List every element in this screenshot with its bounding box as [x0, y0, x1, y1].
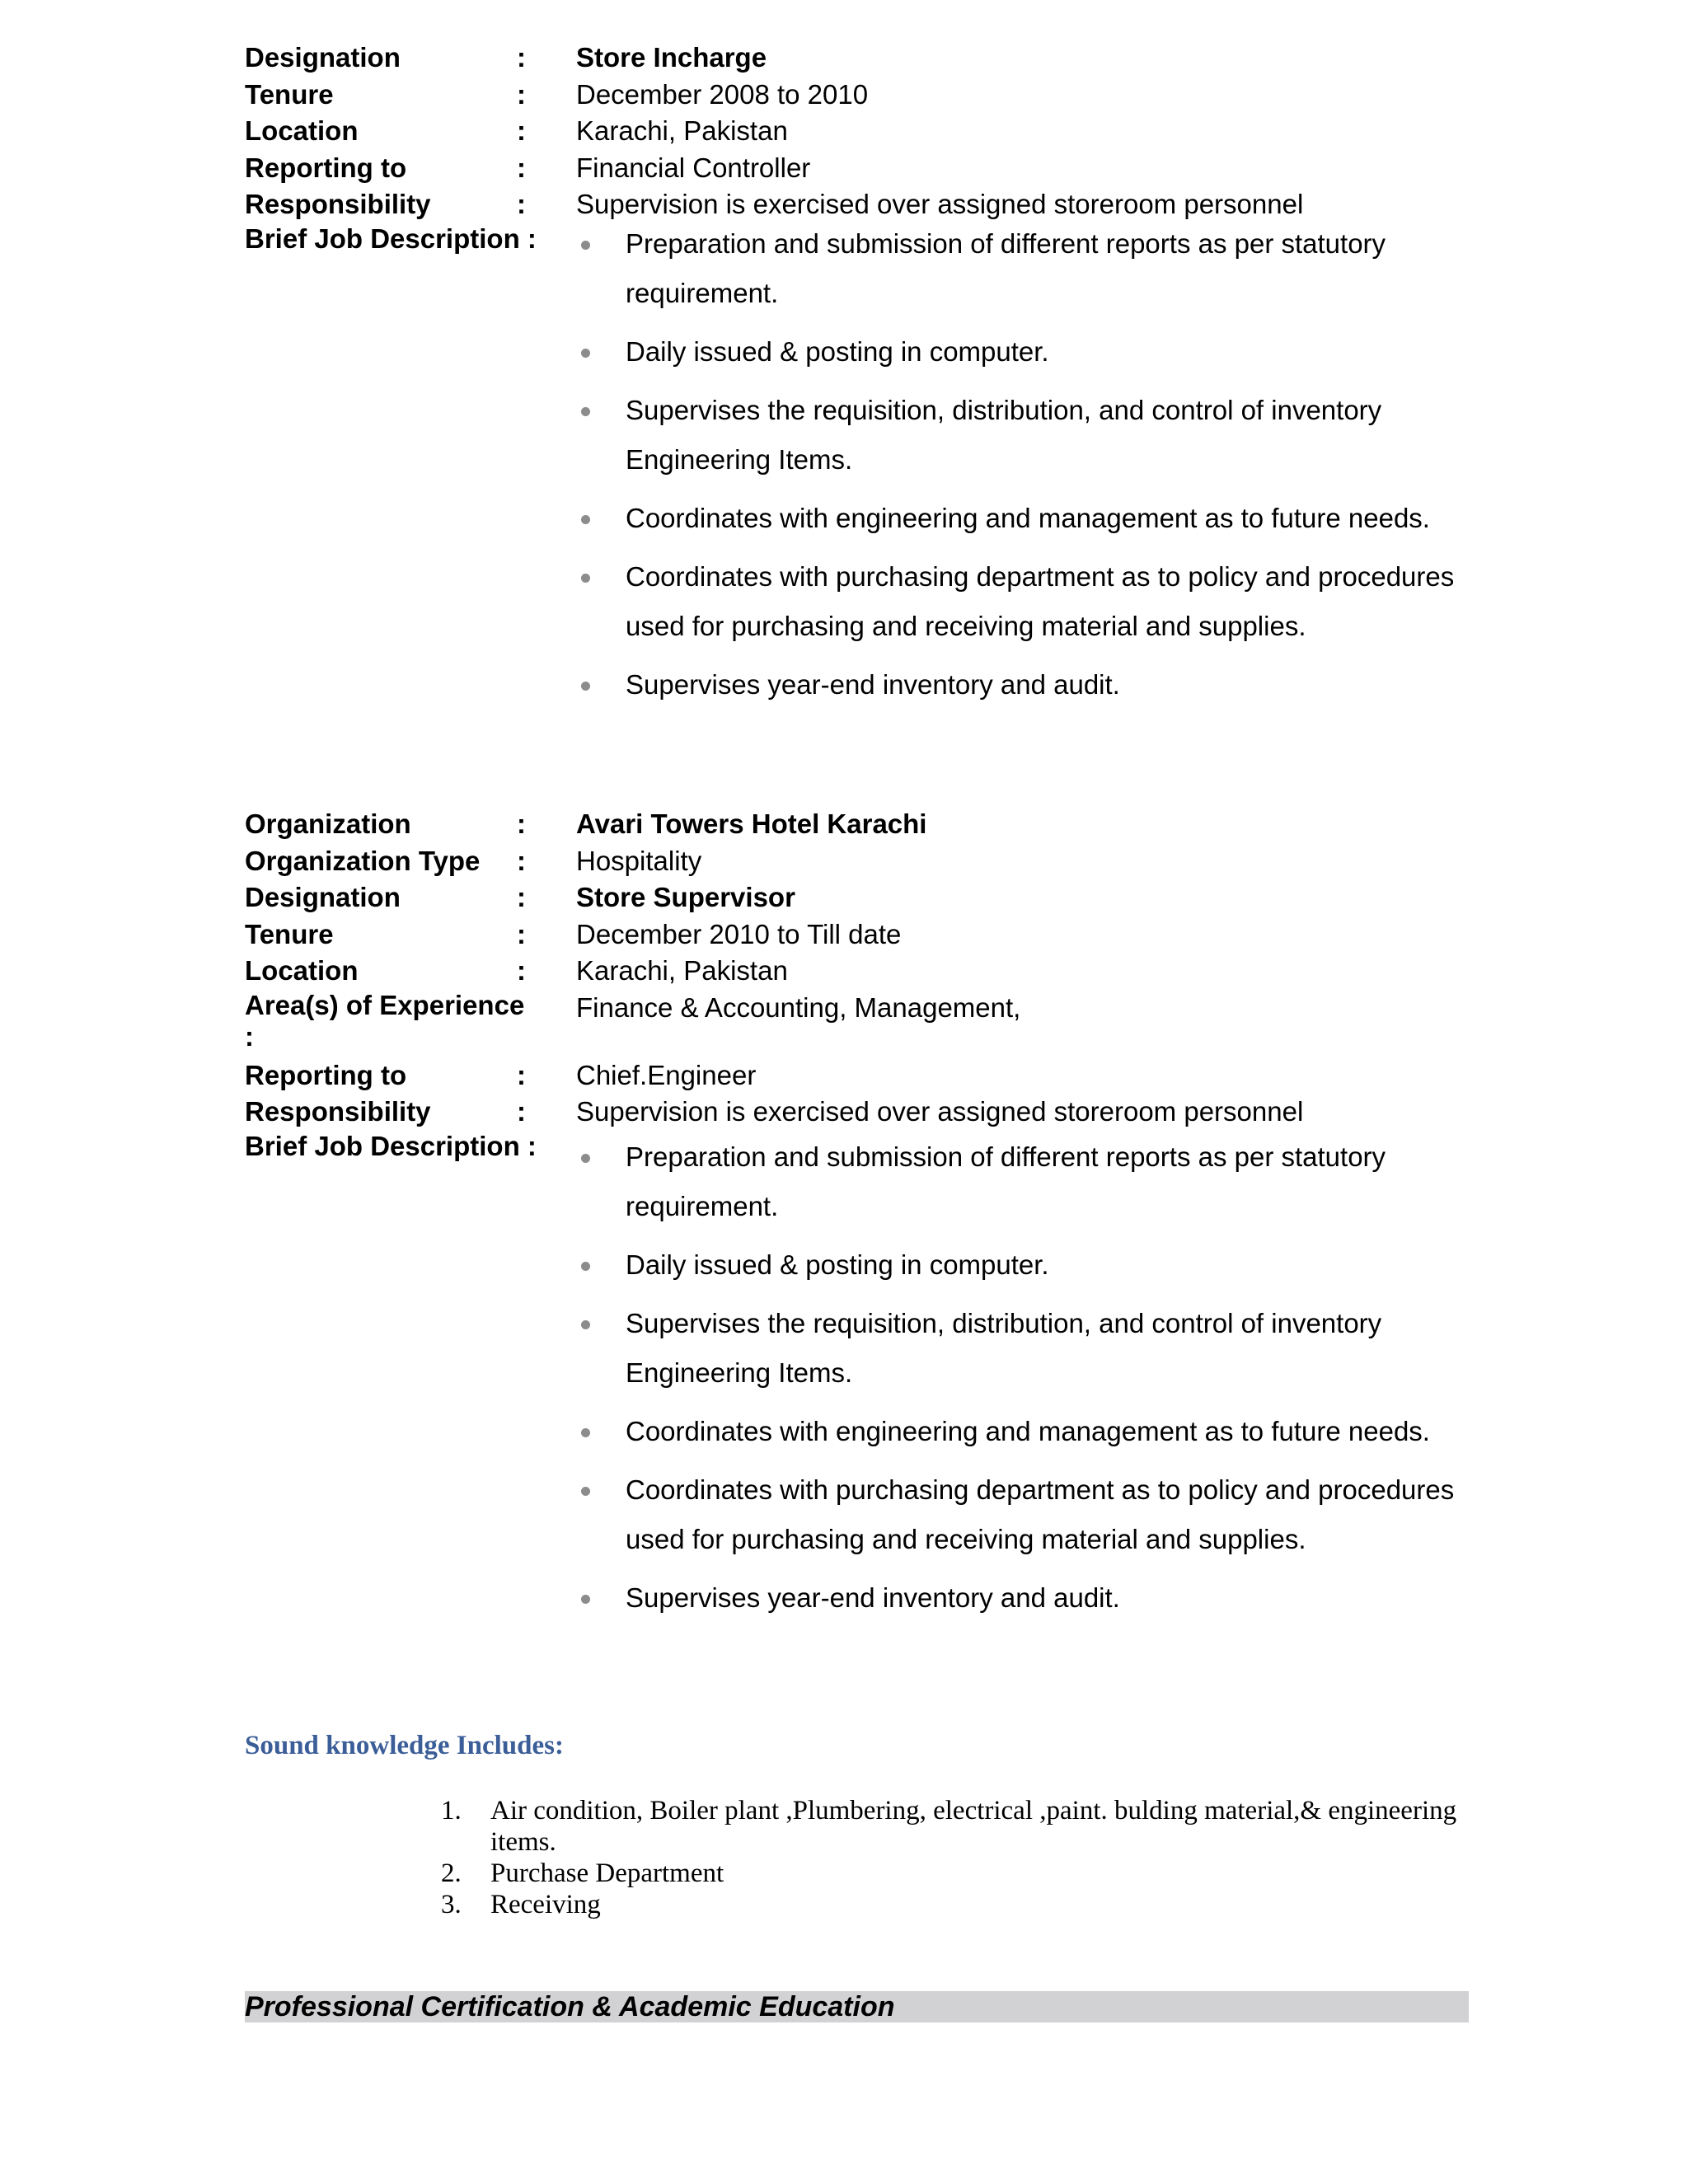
knowledge-heading: Sound knowledge Includes:	[245, 1731, 564, 1760]
field-colon: :	[517, 882, 526, 912]
list-item: 3. Receiving	[441, 1890, 601, 1919]
field-colon: :	[517, 189, 526, 219]
job2-designation-row	[245, 879, 1473, 916]
job1-location: Karachi, Pakistan	[576, 115, 788, 146]
field-label: Reporting to	[245, 152, 407, 183]
certification-heading: Professional Certification & Academic Education	[245, 1991, 895, 2022]
list-item: Coordinates with purchasing department as to policy and procedures used for purchasing and receiving material and supplies.	[576, 552, 1475, 651]
field-label: Location	[245, 115, 359, 146]
job2-area: Finance & Accounting, Management,	[576, 991, 1021, 1023]
job2-area-row	[245, 990, 1473, 1057]
field-colon: :	[517, 152, 526, 183]
list-item: 1. Air condition, Boiler plant ,Plumbering, electrical ,paint. bulding material,& engineering items.	[441, 1796, 1457, 1857]
bullet-icon	[581, 407, 590, 416]
field-colon: :	[517, 845, 526, 876]
field-colon: :	[517, 918, 526, 949]
bullet-icon	[581, 349, 590, 358]
job1-location-row	[245, 113, 1473, 150]
job1-tenure-row	[245, 77, 1473, 114]
job2-description-list	[576, 1132, 1475, 1632]
bullet-icon	[581, 1262, 590, 1271]
job2-designation: Store Supervisor	[576, 882, 795, 912]
certification-heading-bar	[245, 1991, 1469, 2022]
job1-reporting-row	[245, 150, 1473, 187]
job2-organization-row	[245, 806, 1473, 843]
field-label: Designation	[245, 882, 401, 912]
job2-responsibility-row	[245, 1094, 1473, 1131]
bullet-icon	[581, 515, 590, 524]
list-item: Supervises the requisition, distribution, and control of inventory Engineering Items.	[576, 386, 1475, 485]
list-item: Coordinates with engineering and management as to future needs.	[576, 1407, 1475, 1456]
job2-org-type-row	[245, 843, 1473, 880]
job1-description-list	[576, 219, 1475, 719]
job2-responsibility: Supervision is exercised over assigned storeroom personnel	[576, 1096, 1304, 1127]
bullet-icon	[581, 574, 590, 583]
field-label: Area(s) of Experience :	[245, 989, 525, 1052]
bullet-icon	[581, 1595, 590, 1604]
job2-organization: Avari Towers Hotel Karachi	[576, 808, 927, 839]
field-colon: :	[517, 1096, 526, 1127]
bullet-icon	[581, 1154, 590, 1163]
job2-reporting: Chief.Engineer	[576, 1059, 757, 1090]
bullet-icon	[581, 241, 590, 250]
list-item: Daily issued & posting in computer.	[576, 327, 1475, 377]
job2-location: Karachi, Pakistan	[576, 955, 788, 986]
field-colon: :	[517, 1059, 526, 1090]
job1-designation-row	[245, 40, 1473, 77]
field-colon: :	[517, 115, 526, 146]
list-item: Supervises year-end inventory and audit.	[576, 1573, 1475, 1623]
bullet-icon	[581, 682, 590, 691]
bullet-icon	[581, 1487, 590, 1496]
list-item: Coordinates with engineering and management as to future needs.	[576, 494, 1475, 543]
job2-org-type: Hospitality	[576, 845, 702, 876]
job1-responsibility-row	[245, 186, 1473, 223]
bullet-icon	[581, 1428, 590, 1437]
job1-responsibility: Supervision is exercised over assigned storeroom personnel	[576, 189, 1304, 219]
job2-reporting-row	[245, 1057, 1473, 1094]
job1-reporting: Financial Controller	[576, 152, 811, 183]
field-colon: :	[517, 78, 526, 110]
field-label: Responsibility	[245, 1096, 431, 1127]
field-label: Organization Type	[245, 845, 481, 876]
job2-tenure-row	[245, 916, 1473, 954]
field-colon: :	[517, 808, 526, 839]
field-label: Organization	[245, 808, 411, 839]
list-item: Coordinates with purchasing department as to policy and procedures used for purchasing and receiving material and supplies.	[576, 1465, 1475, 1564]
job2-tenure: December 2010 to Till date	[576, 918, 902, 949]
field-label: Tenure	[245, 918, 334, 949]
list-item: 2. Purchase Department	[441, 1858, 724, 1888]
list-item: Supervises the requisition, distribution, and control of inventory Engineering Items.	[576, 1299, 1475, 1398]
bullet-icon	[581, 1320, 590, 1329]
job1-designation: Store Incharge	[576, 42, 767, 73]
list-item: Preparation and submission of different reports as per statutory requirement.	[576, 1132, 1475, 1231]
field-label: Tenure	[245, 78, 334, 110]
job2-location-row	[245, 953, 1473, 990]
knowledge-list	[441, 1795, 1471, 1920]
list-item: Supervises year-end inventory and audit.	[576, 660, 1475, 710]
field-colon: :	[517, 42, 526, 73]
field-label: Designation	[245, 42, 401, 73]
field-label: Brief Job Description :	[245, 223, 537, 254]
job1-tenure: December 2008 to 2010	[576, 78, 869, 110]
list-item: Preparation and submission of different reports as per statutory requirement.	[576, 219, 1475, 318]
field-label: Location	[245, 955, 359, 986]
list-item: Daily issued & posting in computer.	[576, 1240, 1475, 1290]
field-colon: :	[517, 955, 526, 986]
field-label: Brief Job Description :	[245, 1130, 537, 1161]
field-label: Responsibility	[245, 189, 431, 219]
job2-section	[245, 806, 1473, 1164]
field-label: Reporting to	[245, 1059, 407, 1090]
